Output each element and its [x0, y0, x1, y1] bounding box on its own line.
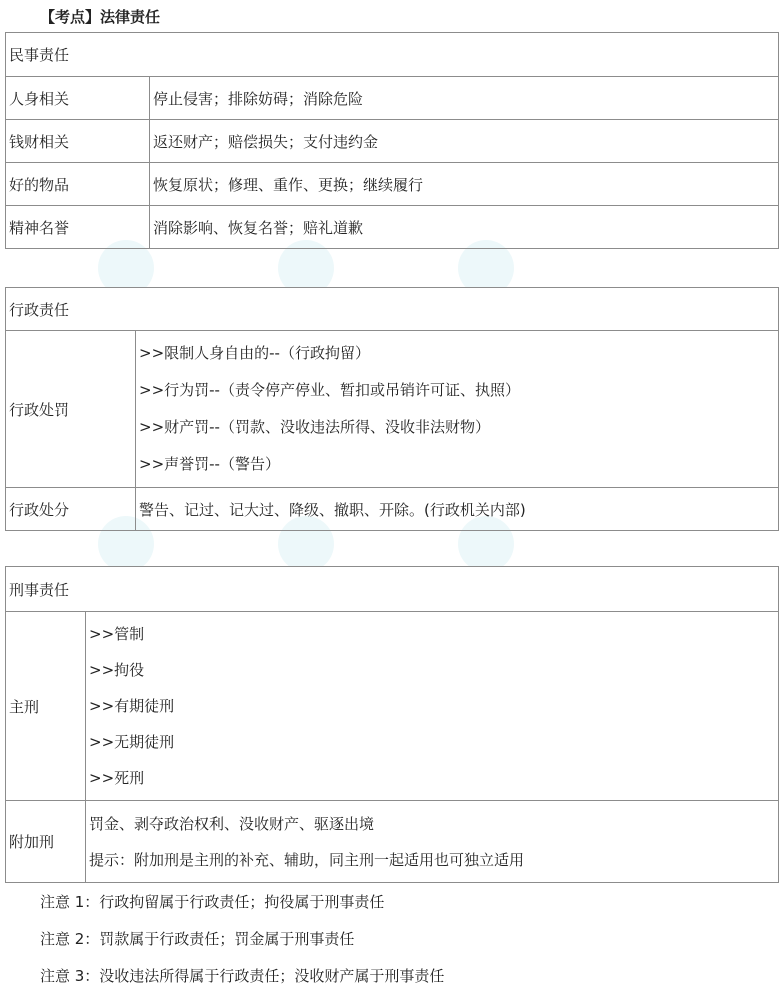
row-content: 停止侵害；排除妨碍；消除危险	[150, 77, 779, 120]
list-item: 罚金、剥夺政治权利、没收财产、驱逐出境	[89, 814, 375, 833]
criminal-header: 刑事责任	[6, 567, 779, 612]
row-label: 行政处分	[6, 488, 136, 531]
civil-header: 民事责任	[6, 33, 779, 77]
row-label: 行政处罚	[6, 331, 136, 488]
row-label: 人身相关	[6, 77, 150, 120]
row-content	[86, 612, 779, 801]
row-content: 消除影响、恢复名誉；赔礼道歉	[150, 206, 779, 249]
admin-liability-table	[5, 287, 779, 531]
list-item: >>行为罚--（责令停产停业、暂扣或吊销许可证、执照）	[139, 381, 520, 399]
note-item: 注意 3：没收违法所得属于行政责任；没收财产属于刑事责任	[40, 967, 445, 985]
admin-header: 行政责任	[6, 288, 779, 331]
row-label: 精神名誉	[6, 206, 150, 249]
row-content	[86, 801, 779, 883]
row-content	[136, 331, 779, 488]
note-item: 注意 2：罚款属于行政责任；罚金属于刑事责任	[40, 930, 355, 948]
row-content: 恢复原状；修理、重作、更换；继续履行	[150, 163, 779, 206]
list-item: >>声誉罚--（警告）	[139, 455, 280, 473]
row-label: 钱财相关	[6, 120, 150, 163]
list-item: >>死刑	[89, 769, 145, 787]
notes	[40, 890, 444, 1001]
note-item: 注意 1：行政拘留属于行政责任；拘役属于刑事责任	[40, 893, 385, 911]
page-title: 【考点】法律责任	[40, 8, 161, 26]
list-item: >>限制人身自由的--（行政拘留）	[139, 344, 370, 362]
row-label: 主刑	[6, 612, 86, 801]
list-item: >>无期徒刑	[89, 733, 175, 751]
list-item: >>财产罚--（罚款、没收违法所得、没收非法财物）	[139, 418, 490, 436]
row-content: 返还财产；赔偿损失；支付违约金	[150, 120, 779, 163]
list-item: 提示：附加刑是主刑的补充、辅助，同主刑一起适用也可独立适用	[89, 850, 525, 869]
row-content: 警告、记过、记大过、降级、撤职、开除。(行政机关内部)	[136, 488, 779, 531]
list-item: >>管制	[89, 625, 145, 643]
list-item: >>拘役	[89, 661, 145, 679]
list-item: >>有期徒刑	[89, 697, 175, 715]
row-label: 附加刑	[6, 801, 86, 883]
criminal-liability-table	[5, 566, 779, 883]
civil-liability-table	[5, 32, 779, 249]
row-label: 好的物品	[6, 163, 150, 206]
